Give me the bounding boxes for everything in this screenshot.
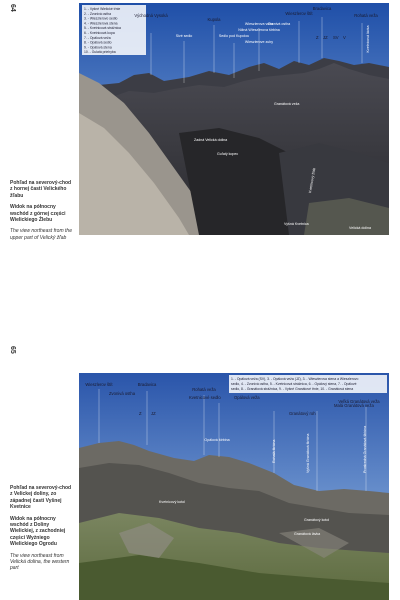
compass-label: V xyxy=(343,35,346,40)
compass-label: JZ xyxy=(151,411,156,416)
legend-item: 4. - Wieszlerova stena xyxy=(84,21,118,26)
compass-label: Z xyxy=(316,35,319,40)
mountain-photo-northeast-upper xyxy=(79,3,389,235)
peak-label: Rohatá veža xyxy=(354,13,378,18)
legend-item: 1. - Vyšné Wielické tŕnie xyxy=(84,7,121,11)
terrain-label: Kvetnicový kotol xyxy=(159,500,185,504)
terrain-label: Guľatý kopec xyxy=(217,152,239,156)
legend-item: 10. - Gulatá priehyba xyxy=(84,50,116,55)
legend-item: 3. - Wieszlerovo sedlo xyxy=(84,16,118,21)
feature-label: Kvetnicová lávka xyxy=(366,25,370,53)
photo-caption xyxy=(10,485,74,577)
legend-line: sedlo, 8. - Granátová strážnica, 9. - Vyšné Granátové tŕnie, 10. - Granátová stena xyxy=(231,387,354,391)
feature-label: Vyšná Granátová štrbina xyxy=(306,433,310,473)
feature-label: Wieszlerove zuby xyxy=(244,40,274,44)
caption-slovak: Pohľad na severový-chod z Velickej doliny, zo západnej časti Vyšnej Kvetnice xyxy=(10,485,72,511)
caption-english: The view northeast from Velická dolina, the western part xyxy=(10,552,70,572)
feature-label: Sedlo pod Kupolou xyxy=(218,34,250,38)
terrain-label: Vyšná Kvetnica xyxy=(284,222,309,226)
terrain-label: Zadná Velická dolina xyxy=(194,138,228,142)
peak-label: Východná Vysoká xyxy=(134,13,168,18)
peak-label: Bradavica xyxy=(312,6,332,11)
peak-label: Veľká Granátová veža xyxy=(338,399,380,404)
page-number: 65 xyxy=(9,346,16,354)
terrain-label: Granátová veža xyxy=(274,102,300,106)
feature-label: Nižná Wieszlerova štrbina xyxy=(238,28,280,32)
legend-item: 9. - Opálová stena xyxy=(84,45,112,50)
feature-label: Wieszlerova veža xyxy=(244,22,274,26)
peak-label: Wieszlerov štít xyxy=(85,382,113,387)
caption-polish: Widok na północny wschód z Doliny Wielickiej, z zachodniej części Wyżniego Wielickiego Ogrodu xyxy=(10,515,66,548)
feature-label: Sivé sedlo xyxy=(175,34,193,38)
terrain-label: Kvetnicový žľab xyxy=(308,167,317,194)
legend-item: 7. - Opálová veža xyxy=(84,35,111,40)
feature-label: Opálová veža xyxy=(234,395,260,400)
peak-label: Bradavica xyxy=(137,382,157,387)
peak-label: Rohatá veža xyxy=(192,387,216,392)
legend-item: 2. - Zvonivá ostha xyxy=(84,11,111,16)
caption-english: The view northeast from the upper part of Velický žľab xyxy=(10,228,72,241)
compass-label: Z xyxy=(139,411,142,416)
terrain-label: Granátová lávka xyxy=(294,532,321,536)
legend-item: 5. - Kvetnicová strážnica xyxy=(84,26,121,31)
feature-label: Opálová štrbina xyxy=(204,438,230,442)
caption-slovak: Pohľad na severový-chod z hornej časti Velického žľabu xyxy=(10,180,72,199)
compass-label: JZ xyxy=(323,35,328,40)
peak-label: Kupola xyxy=(207,17,221,22)
feature-label: Zvonivá ostha xyxy=(109,391,136,396)
photo-caption xyxy=(10,180,74,246)
legend-list xyxy=(231,377,358,391)
compass-label: SV xyxy=(333,35,339,40)
feature-label: Malá Granátová veža xyxy=(334,403,374,408)
terrain-label: Granátový kotol xyxy=(304,518,330,522)
legend-item: 6. - Kvetnicová kopa xyxy=(84,31,115,35)
terrain-label: Velická dolina xyxy=(349,226,371,230)
page-number: 64 xyxy=(9,4,16,12)
legend-line: 1. - Opálová veža (SV), 3. - Opálová veža (JZ), 3. - Wieszlerova stena a Wieszlerovo xyxy=(231,377,359,381)
feature-label: Prostredná Granátová štrbina xyxy=(363,425,367,473)
peak-label: Wieszlerov štít xyxy=(285,11,313,16)
mountain-photo-svg xyxy=(79,3,389,235)
mountain-photo-svg xyxy=(79,373,389,600)
legend-line: sedlo, 4. - Zvonivá ostha, 5. - Kvetnicová strážnica, 6. - Opálový stena, 7. - Opálové xyxy=(231,382,357,386)
feature-label: Kvetnicové sedlo xyxy=(189,395,221,400)
caption-polish: Widok na północny wschód z górnej części Wielickiego Żlebu xyxy=(10,204,66,224)
feature-label: Granátový roh xyxy=(289,411,316,416)
feature-label: Rohatá štrbina xyxy=(272,439,276,463)
mountain-photo-northeast-valley xyxy=(79,373,389,600)
feature-label: Zvonivá ostha xyxy=(267,22,291,26)
legend-item: 8. - Opálová sedlo xyxy=(84,40,112,45)
